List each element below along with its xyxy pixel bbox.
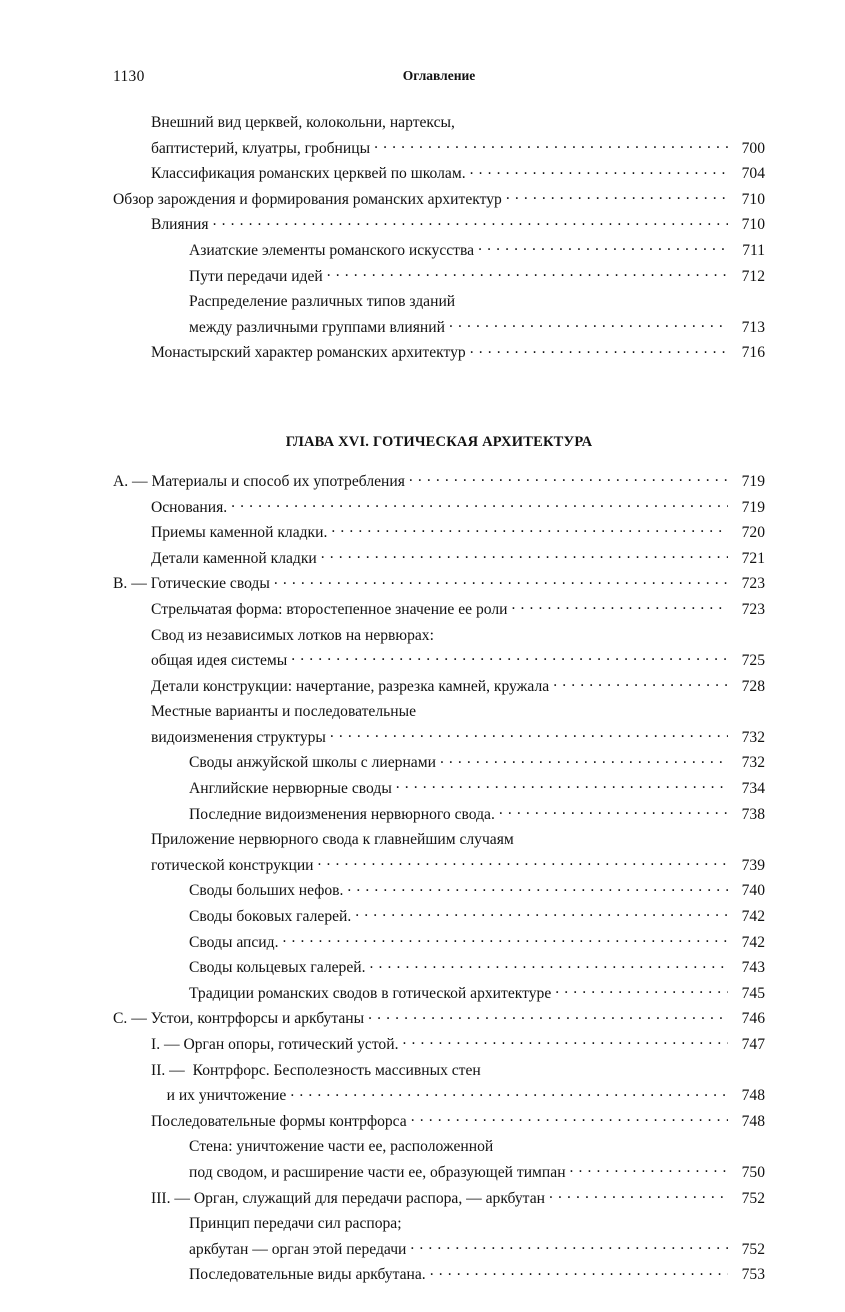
toc-entry-row (151, 212, 765, 238)
running-title: Оглавление (402, 68, 476, 83)
toc-entry[interactable] (189, 930, 765, 956)
toc-entry-row (151, 853, 765, 879)
toc-entry-row (189, 776, 765, 802)
toc-leader-dots (478, 239, 728, 255)
toc-entry-row (113, 187, 765, 213)
toc-leader-dots (470, 163, 728, 179)
toc-entry[interactable] (189, 776, 765, 802)
toc-leader-dots (231, 496, 728, 512)
toc-entry-wrapline: Принцип передачи сил распора; (189, 1215, 402, 1233)
toc-entry-title: Пути передачи идей (189, 267, 323, 285)
toc-page-number: 720 (741, 524, 765, 542)
toc-entry-title: Английские нервюрные своды (189, 780, 392, 798)
toc-page-number: 719 (741, 472, 765, 490)
toc-leader-dots (553, 675, 728, 691)
toc-leader-dots (290, 1085, 728, 1101)
toc-entry-title: между различными группами влияний (189, 318, 445, 336)
toc-entry-title: видоизменения структуры (151, 728, 326, 746)
toc-page-number: 747 (741, 1036, 765, 1053)
toc-entry[interactable] (151, 827, 765, 878)
toc-entry-row (189, 802, 765, 828)
toc-page-number: 712 (741, 267, 765, 285)
toc-entry-row (151, 1186, 765, 1212)
toc-entry-row (189, 981, 765, 1007)
toc-entry-title: общая идея системы (151, 652, 288, 670)
toc-entry-wrapline: Внешний вид церквей, колокольни, нартексы, (151, 114, 455, 131)
toc-page-number: 742 (741, 933, 765, 951)
toc-page-number: 728 (741, 677, 765, 695)
toc-entry-title: C. — Устои, контрфорсы и аркбутаны (113, 1010, 365, 1028)
toc-leader-dots (330, 726, 728, 742)
toc-entry[interactable] (189, 238, 765, 264)
toc-entry-title: Влияния (151, 216, 209, 234)
toc-leader-dots (506, 188, 728, 204)
toc-entry[interactable] (189, 878, 765, 904)
toc-entry-wrapline: Местные варианты и последовательные (151, 703, 416, 721)
toc-entry-title: Монастырский характер романских архитектур (151, 344, 466, 362)
toc-page-number: 732 (741, 754, 765, 772)
toc-page-number: 753 (741, 1266, 765, 1284)
toc-entry-title: Своды больших нефов. (189, 882, 344, 900)
toc-entry-title: Своды боковых галерей. (189, 908, 352, 926)
toc-entry-row (151, 648, 765, 674)
toc-leader-dots (555, 982, 728, 998)
toc-leader-dots (409, 470, 728, 486)
toc-entry-title: B. — Готические своды (113, 575, 270, 593)
toc-leader-dots (440, 752, 728, 768)
toc-leader-dots (374, 137, 728, 153)
toc-page-number: 719 (741, 498, 765, 516)
toc-entry[interactable] (151, 699, 765, 750)
toc-entry-title: баптистерий, клуатры, гробницы (151, 139, 371, 157)
toc-entry-wrapline: Распределение различных типов зданий (189, 293, 456, 311)
toc-entry-row (189, 238, 765, 264)
toc-entry-title: Своды кольцевых галерей. (189, 959, 366, 977)
toc-entry-row (113, 469, 765, 495)
toc-leader-dots (327, 265, 728, 281)
toc-entry[interactable] (189, 289, 765, 340)
toc-page-number: 704 (741, 165, 765, 183)
toc-leader-dots (411, 1110, 728, 1126)
toc-leader-dots (368, 1008, 728, 1024)
toc-entry-wrapline: Стена: уничтожение части ее, расположенной (189, 1138, 494, 1156)
toc-entry-row (151, 725, 765, 751)
toc-entry[interactable] (151, 520, 765, 546)
toc-entry-row (151, 674, 765, 700)
page-folio: 1130 (113, 68, 145, 85)
toc-entry-title: Последние видоизменения нервюрного свода. (189, 805, 495, 823)
toc-entry-row (189, 930, 765, 956)
toc-entry-title: и их уничтожение (151, 1087, 287, 1105)
toc-leader-dots (549, 1187, 728, 1203)
toc-leader-dots (499, 803, 728, 819)
toc-page-number: 710 (741, 216, 765, 234)
toc-entry[interactable] (189, 750, 765, 776)
toc-page-number: 732 (741, 728, 765, 746)
toc-leader-dots (570, 1161, 728, 1177)
toc-entry[interactable] (151, 1186, 765, 1212)
page-header (113, 68, 765, 88)
toc-entry-row (151, 546, 765, 572)
toc-entry-title: аркбутан — орган этой передачи (189, 1240, 407, 1258)
table-of-contents (113, 110, 765, 1288)
toc-entry[interactable] (189, 904, 765, 930)
toc-leader-dots (470, 342, 728, 358)
toc-entry[interactable] (151, 546, 765, 572)
toc-page-number: 711 (742, 241, 765, 259)
toc-entry-title: Последовательные виды аркбутана. (189, 1266, 426, 1284)
toc-leader-dots (331, 522, 728, 538)
toc-leader-dots (318, 854, 728, 870)
toc-entry-title: Азиатские элементы романского искусства (189, 241, 475, 259)
toc-page-number: 750 (741, 1163, 765, 1181)
toc-leader-dots (410, 1238, 728, 1254)
toc-page-number: 752 (741, 1240, 765, 1258)
toc-entry[interactable] (151, 1032, 765, 1058)
toc-entry[interactable] (151, 161, 765, 187)
toc-entry-row (151, 161, 765, 187)
toc-entry-title: Приемы каменной кладки. (151, 524, 328, 542)
toc-entry-row (151, 1109, 765, 1135)
toc-entry-title: Стрельчатая форма: второстепенное значение ее роли (151, 600, 508, 618)
toc-entry-title: Детали каменной кладки (151, 549, 317, 567)
toc-section-romanesque (113, 110, 765, 366)
toc-entry[interactable] (189, 1211, 765, 1262)
toc-entry[interactable] (113, 1006, 765, 1032)
toc-page-number: 752 (741, 1189, 765, 1207)
toc-entry-wrapline: Приложение нервюрного свода к главнейшим случаям (151, 831, 514, 849)
toc-leader-dots (291, 650, 728, 666)
toc-page-number: 746 (741, 1010, 765, 1028)
toc-entry-title: готической конструкции (151, 856, 314, 874)
toc-entry[interactable] (151, 340, 765, 366)
toc-entry-title: Традиции романских сводов в готической архитектуре (189, 984, 552, 1002)
toc-entry-row (151, 520, 765, 546)
toc-page-number: 748 (741, 1112, 765, 1130)
toc-entry-row (189, 1237, 765, 1263)
toc-entry[interactable] (151, 110, 765, 161)
toc-section-gothic (113, 469, 765, 1288)
toc-page-number: 713 (741, 318, 765, 336)
toc-entry[interactable] (151, 212, 765, 238)
toc-leader-dots (370, 957, 728, 973)
toc-page-number: 710 (741, 190, 765, 208)
toc-page-number: 740 (741, 882, 765, 900)
toc-leader-dots (213, 214, 728, 230)
toc-entry[interactable] (151, 623, 765, 674)
toc-entry-row (151, 340, 765, 366)
toc-entry-row (189, 264, 765, 290)
section-spacer (113, 366, 765, 404)
toc-page-number: 716 (741, 344, 765, 362)
toc-entry-row (189, 315, 765, 341)
toc-entry-title: Основания. (151, 498, 228, 516)
toc-entry-title: Классификация романских церквей по школам. (151, 165, 466, 183)
toc-entry[interactable] (151, 674, 765, 700)
toc-entry[interactable] (113, 469, 765, 495)
toc-leader-dots (511, 598, 728, 614)
toc-leader-dots (274, 573, 728, 589)
toc-leader-dots (347, 880, 728, 896)
toc-page-number: 738 (741, 805, 765, 823)
toc-entry-row (189, 878, 765, 904)
toc-entry-row (151, 495, 765, 521)
toc-leader-dots (402, 1033, 728, 1049)
toc-entry[interactable] (113, 187, 765, 213)
toc-entry-row (113, 571, 765, 597)
toc-page-number: 721 (741, 549, 765, 567)
toc-entry-row (151, 597, 765, 623)
chapter-heading: ГЛАВА XVI. ГОТИЧЕСКАЯ АРХИТЕКТУРА (285, 433, 593, 450)
toc-entry-wrapline: II. — Контрфорс. Бесполезность массивных стен (151, 1061, 481, 1079)
toc-entry[interactable] (189, 955, 765, 981)
toc-page-number: 745 (741, 984, 765, 1002)
toc-entry-row (189, 904, 765, 930)
toc-entry-row (113, 1006, 765, 1032)
toc-entry[interactable] (189, 264, 765, 290)
toc-entry-row (151, 136, 765, 162)
toc-entry-title: Своды апсид. (189, 933, 279, 951)
toc-entry[interactable] (189, 1134, 765, 1185)
toc-entry-row (151, 1083, 765, 1109)
toc-page-number: 739 (741, 856, 765, 874)
toc-entry-row (189, 955, 765, 981)
toc-entry-row (189, 1160, 765, 1186)
toc-leader-dots (430, 1264, 728, 1280)
toc-entry-title: Своды анжуйской школы с лиернами (189, 754, 436, 772)
toc-page-number: 742 (741, 908, 765, 926)
toc-entry-title: I. — Орган опоры, готический устой. (151, 1036, 399, 1053)
toc-entry[interactable] (189, 1262, 765, 1288)
toc-entry-title: Детали конструкции: начертание, разрезка камней, кружала (151, 677, 550, 695)
toc-leader-dots (355, 905, 728, 921)
toc-page-number: 700 (741, 139, 765, 157)
toc-entry[interactable] (189, 981, 765, 1007)
toc-leader-dots (396, 777, 728, 793)
toc-entry-row (189, 1262, 765, 1288)
toc-entry-title: Последовательные формы контрфорса (151, 1112, 407, 1130)
toc-entry-title: под сводом, и расширение части ее, образующей тимпан (189, 1163, 566, 1181)
toc-page-number: 723 (741, 600, 765, 618)
toc-leader-dots (449, 316, 728, 332)
toc-page-number: 734 (741, 780, 765, 798)
toc-page-number: 725 (741, 652, 765, 670)
toc-entry[interactable] (151, 1109, 765, 1135)
toc-page-number: 743 (741, 959, 765, 977)
toc-entry-title: A. — Материалы и способ их употребления (113, 472, 405, 490)
toc-entry[interactable] (189, 802, 765, 828)
toc-leader-dots (321, 547, 728, 563)
toc-page-number: 723 (741, 575, 765, 593)
toc-entry[interactable] (151, 1058, 765, 1109)
toc-leader-dots (282, 931, 728, 947)
toc-entry[interactable] (113, 571, 765, 597)
toc-entry-row (189, 750, 765, 776)
toc-entry-title: Обзор зарождения и формирования романских архитектур (113, 190, 502, 208)
toc-entry[interactable] (151, 597, 765, 623)
toc-entry-row (151, 1032, 765, 1058)
toc-entry-wrapline: Свод из независимых лотков на нервюрах: (151, 626, 434, 644)
toc-entry[interactable] (151, 495, 765, 521)
toc-entry-title: III. — Орган, служащий для передачи распора, — аркбутан (151, 1189, 545, 1207)
toc-page-number: 748 (741, 1087, 765, 1105)
